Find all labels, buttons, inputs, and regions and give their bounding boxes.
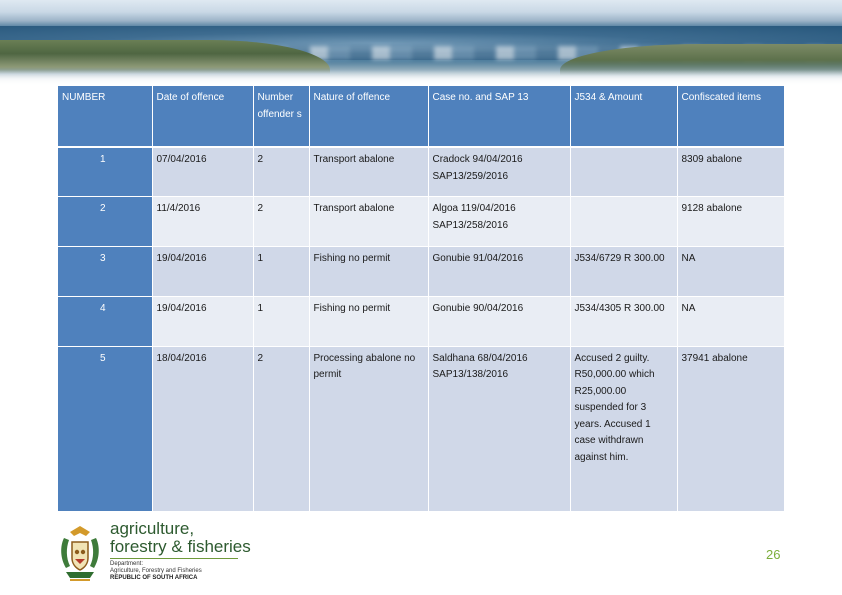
cell-number: 3 [58, 247, 152, 297]
cell-case: Gonubie 90/04/2016 [428, 296, 570, 346]
department-logo [56, 520, 256, 590]
table-row [58, 147, 784, 197]
cell-offenders: 1 [253, 296, 309, 346]
cell-nature: Fishing no permit [309, 296, 428, 346]
header-offenders: Number offender s [253, 86, 309, 147]
dept-line-1: Department: [110, 561, 144, 567]
table-row [58, 346, 784, 511]
cell-amount: J534/6729 R 300.00 [570, 247, 677, 297]
department-text [110, 561, 202, 582]
cell-confiscated: 9128 abalone [677, 197, 784, 247]
cell-date: 18/04/2016 [152, 346, 253, 511]
cell-confiscated: 37941 abalone [677, 346, 784, 511]
header-case: Case no. and SAP 13 [428, 86, 570, 147]
cell-case: Cradock 94/04/2016 SAP13/259/2016 [428, 147, 570, 197]
brand-line-2: forestry & fisheries [110, 537, 251, 556]
cell-nature: Processing abalone no permit [309, 346, 428, 511]
table-row [58, 247, 784, 297]
header-date: Date of offence [152, 86, 253, 147]
header-amount: J534 & Amount [570, 86, 677, 147]
cell-number: 4 [58, 296, 152, 346]
cell-nature: Transport abalone [309, 197, 428, 247]
dept-line-3: REPUBLIC OF SOUTH AFRICA [110, 575, 198, 581]
header-nature: Nature of offence [309, 86, 428, 147]
table-header-row [58, 86, 784, 147]
brand-name [110, 520, 251, 556]
cell-amount: J534/4305 R 300.00 [570, 296, 677, 346]
page-number: 26 [766, 547, 781, 562]
cell-case: Algoa 119/04/2016 SAP13/258/2016 [428, 197, 570, 247]
cell-amount [570, 197, 677, 247]
brand-line-1: agriculture, [110, 519, 195, 538]
cell-case: Gonubie 91/04/2016 [428, 247, 570, 297]
offence-table [58, 86, 785, 512]
cell-amount: Accused 2 guilty. R50,000.00 which R25,000.00 suspended for 3 years. Accused 1 case withdrawn against him. [570, 346, 677, 511]
table-row [58, 197, 784, 247]
cell-offenders: 1 [253, 247, 309, 297]
cell-date: 07/04/2016 [152, 147, 253, 197]
cell-offenders: 2 [253, 147, 309, 197]
cell-confiscated: NA [677, 296, 784, 346]
cell-number: 1 [58, 147, 152, 197]
cell-case: Saldhana 68/04/2016 SAP13/138/2016 [428, 346, 570, 511]
cell-confiscated: 8309 abalone [677, 147, 784, 197]
coat-of-arms-icon [56, 524, 104, 586]
coastline-banner-image [0, 0, 842, 86]
table-row [58, 296, 784, 346]
offence-table-container [58, 86, 784, 514]
cell-confiscated: NA [677, 247, 784, 297]
cell-nature: Fishing no permit [309, 247, 428, 297]
header-number: NUMBER [58, 86, 152, 147]
cell-date: 19/04/2016 [152, 296, 253, 346]
cell-offenders: 2 [253, 197, 309, 247]
cell-number: 2 [58, 197, 152, 247]
dept-line-2: Agriculture, Forestry and Fisheries [110, 568, 202, 574]
cell-number: 5 [58, 346, 152, 511]
cell-nature: Transport abalone [309, 147, 428, 197]
header-confiscated: Confiscated items [677, 86, 784, 147]
brand-divider [110, 558, 238, 559]
cell-date: 19/04/2016 [152, 247, 253, 297]
cell-date: 11/4/2016 [152, 197, 253, 247]
cell-offenders: 2 [253, 346, 309, 511]
cell-amount [570, 147, 677, 197]
